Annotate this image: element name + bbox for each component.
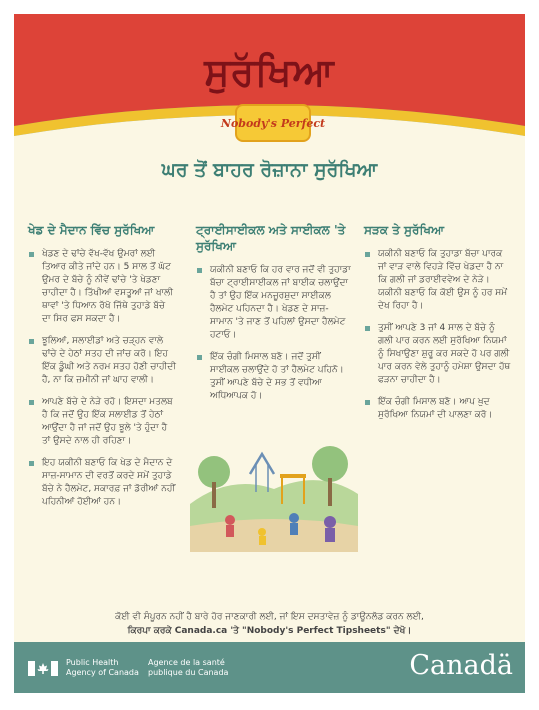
info-line-2: ਕਿਰਪਾ ਕਰਕੇ Canada.ca 'ਤੇ "Nobody's Perfect Tipsheets" ਦੇਖੋ।: [127, 626, 412, 636]
logo-line-2: Perfect: [280, 116, 326, 130]
footer-bar: [14, 642, 525, 693]
agency-en-line-2: Agency of Canada: [66, 668, 139, 677]
agency-fr-line-1: Agence de la santé: [148, 658, 225, 667]
canada-wordmark: Canadä: [409, 650, 513, 681]
bullet-list: [28, 248, 176, 509]
logo-line-1: Nobody's: [220, 116, 277, 130]
column-heading: ਖੇਡ ਦੇ ਮੈਦਾਨ ਵਿੱਚ ਸੁਰੱਖਿਆ: [28, 223, 155, 237]
list-item: ਇੱਕ ਚੰਗੀ ਮਿਸਾਲ ਬਣੋ। ਆਪ ਖ਼ੁਦ ਸੁਰੱਖਿਆ ਨਿਯਮਾਂ ਦੀ ਪਾਲਣਾ ਕਰੋ।: [364, 396, 512, 422]
column-heading: ਸੜਕ ਤੇ ਸੁਰੱਖਿਆ: [364, 223, 445, 237]
more-info-note: [14, 610, 525, 638]
page-title: ਸੁਰੱਖਿਆ: [204, 50, 335, 94]
bullet-list: [364, 248, 512, 422]
list-item: ਝੂਲਿਆਂ, ਸਲਾਈਡਾਂ ਅਤੇ ਚੜ੍ਹਨ ਵਾਲੇ ਢਾਂਚੇ ਦੇ ਹੇਠਾਂ ਸਤਹ ਦੀ ਜਾਂਚ ਕਰੋ। ਇਹ ਇੱਕ ਡੂੰਘੀ ਅਤੇ ਨਰਮ ਸਤਹ ਹੋਣੀ ਚਾਹੀਦੀ ਹੈ, ਨਾ ਕਿ ਜ਼ਮੀਨੀ ਜਾਂ ਘਾਹ ਵਾਲੀ।: [28, 335, 176, 387]
agency-en-line-1: Public Health: [66, 658, 119, 667]
page-subtitle: ਘਰ ਤੋਂ ਬਾਹਰ ਰੋਜ਼ਾਨਾ ਸੁਰੱਖਿਆ: [161, 159, 378, 181]
bullet-list: [196, 264, 351, 403]
column-bicycle: [196, 222, 351, 412]
column-heading: ਟ੍ਰਾਈਸਾਈਕਲ ਅਤੇ ਸਾਈਕਲ 'ਤੇ ਸੁਰੱਖਿਆ: [196, 223, 346, 253]
tipsheet-page: [14, 14, 525, 693]
agency-fr-line-2: publique du Canada: [148, 668, 229, 677]
header-banner: [14, 14, 525, 162]
list-item: ਆਪਣੇ ਬੱਚੇ ਦੇ ਨੇੜੇ ਰਹੋ। ਇਸਦਾ ਮਤਲਬ ਹੈ ਕਿ ਜਦੋਂ ਉਹ ਇੱਕ ਸਲਾਈਡ ਤੋਂ ਹੇਠਾਂ ਆਉਂਦਾ ਹੈ ਜਾਂ ਜਦੋਂ ਉਹ ਝੂਲੇ 'ਤੇ ਹੁੰਦਾ ਹੈ ਤਾਂ ਉਸਦੇ ਨਾਲ ਹੀ ਰਹਿਣਾ।: [28, 396, 176, 448]
column-playground: [28, 222, 176, 518]
list-item: ਇਹ ਯਕੀਨੀ ਬਣਾਓ ਕਿ ਖੇਡ ਦੇ ਮੈਦਾਨ ਦੇ ਸਾਜ਼-ਸਾਮਾਨ ਦੀ ਵਰਤੋਂ ਕਰਦੇ ਸਮੇਂ ਤੁਹਾਡੇ ਬੱਚੇ ਨੇ ਹੈਲਮੇਟ, ਸਕਾਰਫ਼ ਜਾਂ ਡੋਰੀਆਂ ਨਹੀਂ ਪਹਿਨੀਆਂ ਹੋਈਆਂ ਹਨ।: [28, 457, 176, 509]
playground-illustration: [190, 434, 358, 552]
canada-flag-icon: [28, 661, 58, 676]
list-item: ਇੱਕ ਚੰਗੀ ਮਿਸਾਲ ਬਣੋ। ਜਦੋਂ ਤੁਸੀਂ ਸਾਈਕਲ ਚਲਾਉਂਦੇ ਹੋ ਤਾਂ ਹੈਲਮੇਟ ਪਹਿਨੋ। ਤੁਸੀਂ ਆਪਣੇ ਬੱਚੇ ਦੇ ਸਭ ਤੋਂ ਵਧੀਆ ਅਧਿਆਪਕ ਹੋ।: [196, 351, 351, 403]
info-line-1: ਕੋਈ ਵੀ ਸੰਪੂਰਨ ਨਹੀਂ ਹੈ ਬਾਰੇ ਹੋਰ ਜਾਣਕਾਰੀ ਲਈ, ਜਾਂ ਇਸ ਦਸਤਾਵੇਜ਼ ਨੂੰ ਡਾਊਨਲੋਡ ਕਰਨ ਲਈ,: [115, 612, 424, 622]
column-street: [364, 222, 512, 431]
list-item: ਯਕੀਨੀ ਬਣਾਓ ਕਿ ਤੁਹਾਡਾ ਬੱਚਾ ਪਾਰਕ ਜਾਂ ਵਾੜ ਵਾਲੇ ਵਿਹੜੇ ਵਿੱਚ ਖੇਡਦਾ ਹੈ ਨਾ ਕਿ ਗਲੀ ਜਾਂ ਡਰਾਈਵਵੇਅ ਦੇ ਨੇੜੇ। ਯਕੀਨੀ ਬਣਾਓ ਕਿ ਕੋਈ ਉਸ ਨੂੰ ਹਰ ਸਮੇਂ ਦੇਖ ਰਿਹਾ ਹੈ।: [364, 248, 512, 313]
list-item: ਤੁਸੀਂ ਆਪਣੇ 3 ਜਾਂ 4 ਸਾਲ ਦੇ ਬੱਚੇ ਨੂੰ ਗਲੀ ਪਾਰ ਕਰਨ ਲਈ ਸੁਰੱਖਿਆ ਨਿਯਮਾਂ ਨੂੰ ਸਿਖਾਉਣਾ ਸ਼ੁਰੂ ਕਰ ਸਕਦੇ ਹੋ ਪਰ ਗਲੀ ਪਾਰ ਕਰਨ ਵੇਲੇ ਤੁਹਾਨੂੰ ਹਮੇਸ਼ਾ ਉਸਦਾ ਹੱਥ ਫੜਨਾ ਚਾਹੀਦਾ ਹੈ।: [364, 322, 512, 387]
list-item: ਯਕੀਨੀ ਬਣਾਓ ਕਿ ਹਰ ਵਾਰ ਜਦੋਂ ਵੀ ਤੁਹਾਡਾ ਬੱਚਾ ਟ੍ਰਾਈਸਾਈਕਲ ਜਾਂ ਬਾਈਕ ਚਲਾਉਂਦਾ ਹੈ ਤਾਂ ਉਹ ਇੱਕ ਮਨਜ਼ੂਰਸ਼ੁਦਾ ਸਾਈਕਲ ਹੈਲਮੇਟ ਪਹਿਨਦਾ ਹੈ। ਖੇਡਣ ਦੇ ਸਾਜ਼-ਸਾਮਾਨ 'ਤੇ ਜਾਣ ਤੋਂ ਪਹਿਲਾਂ ਉਸਦਾ ਹੈਲਮੇਟ ਹਟਾਓ।: [196, 264, 351, 342]
list-item: ਖੇਡਣ ਦੇ ਢਾਂਚੇ ਵੱਖ-ਵੱਖ ਉਮਰਾਂ ਲਈ ਤਿਆਰ ਕੀਤੇ ਜਾਂਦੇ ਹਨ। 5 ਸਾਲ ਤੋਂ ਘੱਟ ਉਮਰ ਦੇ ਬੱਚੇ ਨੂੰ ਨੀਵੇਂ ਢਾਂਚੇ 'ਤੇ ਖੇਡਣਾ ਚਾਹੀਦਾ ਹੈ। ਤਿੱਖੀਆਂ ਵਸਤੂਆਂ ਜਾਂ ਖਾਲੀ ਥਾਵਾਂ 'ਤੇ ਧਿਆਨ ਰੱਖੋ ਜਿੱਥੇ ਤੁਹਾਡੇ ਬੱਚੇ ਦਾ ਸਿਰ ਫਸ ਸਕਦਾ ਹੈ।: [28, 248, 176, 326]
agency-name-english: [66, 658, 139, 678]
nobodys-perfect-logo: [220, 104, 326, 142]
agency-name-french: [148, 658, 228, 678]
